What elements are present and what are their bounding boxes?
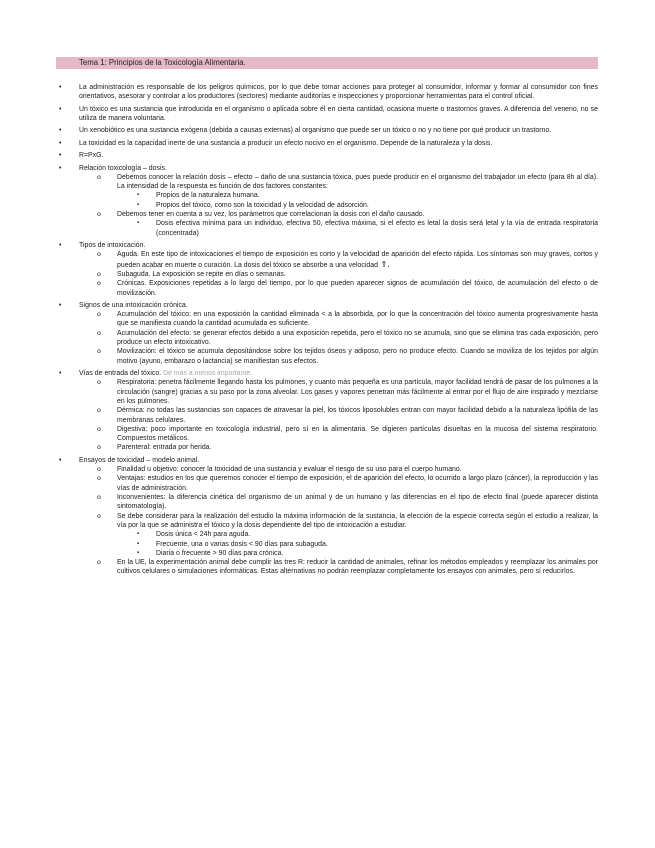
- list-item-text: Subaguda. La exposición se repite en días o semanas.: [117, 270, 286, 278]
- list-item-text: Acumulación del efecto: se generar efectos debido a una exposición repetida, pero el tóxico no se acumula, sino que se elimina tras cada exposición, pero produce un efecto intoxicativo.: [117, 329, 598, 347]
- gray-note: De mas a menos importante.: [161, 370, 253, 378]
- list-item-level-2: [97, 465, 598, 474]
- bullet-marker: o: [97, 250, 101, 259]
- bullet-marker: •: [59, 242, 62, 250]
- list-item-level-3: [137, 549, 598, 558]
- list-item-level-1: [59, 369, 598, 378]
- bullet-marker: o: [97, 269, 101, 278]
- bullet-marker: •: [59, 370, 62, 378]
- page-title: Tema 1: Principios de la Toxicología Alimentaria.: [79, 58, 246, 67]
- bullet-marker: o: [97, 406, 101, 415]
- list-item-text: Se debe considerar para la realización del estudio la máxima información de la sustancia, la elección de la especie correcta según el estudio a realizar, la vía por la que se administra el tóxico y la dosis dependiente del tipo de intoxicación a estudiar.: [117, 512, 598, 529]
- bullet-marker: ▪: [137, 192, 140, 199]
- bullet-marker: ▪: [137, 201, 140, 208]
- bullet-marker: o: [97, 558, 101, 567]
- bullet-marker: •: [59, 105, 62, 113]
- list-item-level-1: [59, 126, 598, 135]
- bullet-marker: o: [97, 279, 101, 288]
- list-item-level-2: [97, 474, 598, 493]
- list-item-level-2: [97, 269, 598, 279]
- list-item-text: Acumulación del tóxico: en una exposición la cantidad eliminada < a la absorbida, por lo que la concentración del tóxico aumenta progresivamente hasta que se manifiesta cuando la cantidad acumulada es suficiente.: [117, 311, 598, 328]
- bullet-marker: o: [97, 328, 101, 337]
- bullet-marker: ▪: [137, 549, 140, 556]
- list-item-text: R=PxG.: [79, 152, 104, 160]
- list-item-text: Debemos conocer la relación dosis – efecto – daño de una sustancia tóxica, pues puede producir en el organismo del trabajador un efecto (para 8h al día). La intensidad de la respuesta es función de dos factores constantes:: [117, 173, 598, 191]
- list-item-text: Propios de la naturaleza humana.: [156, 192, 260, 200]
- list-item-level-1: [59, 456, 598, 465]
- list-item-text: Ensayos de toxicidad – modelo animal.: [79, 456, 200, 464]
- bullet-marker: •: [59, 127, 62, 135]
- bullet-marker: •: [59, 164, 62, 172]
- list-item-text: Aguda. En este tipo de intoxicaciones el tiempo de exposición es corto y la velocidad de aparición del efecto rápida. Los síntomas son muy graves, cortos y pueden acabar en muerte o curación. La dosis del tóxico se absorbe a una velocidad: [117, 251, 598, 269]
- bullet-marker: o: [97, 424, 101, 433]
- list-item-level-3: [137, 530, 598, 539]
- list-item-level-1: [59, 139, 598, 148]
- list-item-level-2: [97, 328, 598, 348]
- list-item-text: Debemos tener en cuenta a su vez, los parámetros que correlacionan la dosis con el daño causado.: [117, 211, 425, 219]
- bullet-marker: ▪: [137, 540, 140, 547]
- list-item-level-2: [97, 493, 598, 512]
- bullet-marker: o: [97, 493, 101, 502]
- list-item-text: Tipos de intoxicación.: [79, 242, 146, 250]
- list-item-level-3: [137, 540, 598, 549]
- bullet-marker: •: [59, 139, 62, 147]
- list-item-level-2: [97, 310, 598, 329]
- list-item-level-2: [97, 424, 598, 444]
- list-item-text: Respiratoria: penetra fácilmente llegando hasta los pulmones, y cuanto más pequeña es una partícula, mayor facilidad tendrá de pasar de los pulmones a la circulación (sangre) gracias a su paso por la zona alveolar. Los gases y vapores penetran más fácilmente al entrar por el flujo de aire inspirado y mezclarse en los pulmones.: [117, 379, 598, 405]
- bullet-marker: o: [97, 465, 101, 474]
- bullet-marker: o: [97, 443, 101, 452]
- list-item-text: La toxicidad es la capacidad inerte de una sustancia a producir un efecto nocivo en el organismo. Depende de la naturaleza y la dosis.: [79, 139, 493, 147]
- list-item-level-2: [97, 378, 598, 406]
- list-item-level-1: [59, 105, 598, 124]
- bullet-marker: •: [59, 301, 62, 309]
- list-item-level-2: [97, 250, 598, 270]
- list-item-text: Propios del tóxico, como son la toxicidad y la velocidad de adsorción.: [156, 201, 369, 209]
- list-item-level-3: [137, 219, 598, 238]
- bullet-marker: o: [97, 511, 101, 520]
- list-item-level-1: [59, 301, 598, 310]
- list-item-text: Ventajas: estudios en los que queremos conocer el tiempo de exposición, el de aparición del efecto, lo ocurrido a largo plazo (cáncer), la reproducción y las vías de administración.: [117, 475, 598, 492]
- list-item-level-2: [97, 406, 598, 425]
- list-item-text: Signos de una intoxicación crónica.: [79, 301, 188, 309]
- bullet-marker: •: [59, 152, 62, 160]
- up-arrow-icon: ⇑.: [377, 259, 390, 269]
- list-item-level-2: [97, 443, 598, 452]
- list-item-text: Inconvenientes: la diferencia cinética del organismo de un animal y de un humano y las diferencias en el tipo de efecto final (puede aparecer distinta sintomatología).: [117, 494, 598, 511]
- bullet-marker: o: [97, 347, 101, 356]
- list-item-level-1: [59, 241, 598, 250]
- list-item-level-3: [137, 191, 598, 200]
- list-item-text: Movilización: el tóxico se acumula depositándose sobre los tejidos óseos y adiposo, pero no produce efecto. Cuando se moviliza de los tejidos por algún motivo (ayuno, embarazo o lactancia) se manifiestan sus efectos.: [117, 348, 598, 365]
- bullet-marker: ▪: [137, 531, 140, 538]
- list-item-text: Crónicas. Exposiciones repetidas a lo largo del tiempo, por lo que pueden aparecer signos de acumulación del tóxico, de acumulación del efecto o de movilización.: [117, 280, 598, 297]
- list-item-text: Dosis efectiva mínima para un individuo, efectiva 50, efectiva máxima, si el efecto es letal la dosis será letal y la vía de entrada respiratoria (concentrada): [156, 220, 598, 237]
- bullet-marker: •: [59, 456, 62, 464]
- list-item-text: Relación toxicología – dosis.: [79, 164, 167, 172]
- bullet-marker: o: [97, 378, 101, 387]
- list-item-level-2: [97, 172, 598, 192]
- list-item-text: En la UE, la experimentación animal debe cumplir las tres R: reducir la cantidad de animales, refinar los métodos empleados y reemplazar los animales por cultivos celulares o simulaciones informáticas. Estas alternativas no podrán reemplazar completamente los ensayos con animales, pero sí reducirlos.: [117, 559, 598, 576]
- list-item-level-2: [97, 279, 598, 298]
- bullet-marker: o: [97, 310, 101, 319]
- bullet-marker: ▪: [137, 220, 140, 227]
- bullet-marker: o: [97, 474, 101, 483]
- list-item-text: Finalidad u objetivo: conocer la toxicidad de una sustancia y evaluar el riesgo de su uso para el cuerpo humano.: [117, 466, 462, 474]
- list-item-level-2: [97, 558, 598, 577]
- list-item-text: Digestiva: poco importante en toxicología industrial, pero sí en la alimentaria. Se digieren partículas disueltas en la mucosa del sistema respiratorio. Compuestos metálicos.: [117, 425, 598, 443]
- list-item-text: Vías de entrada del tóxico.: [79, 370, 162, 378]
- list-item-text: Un xenobiótico es una sustancia exógena (debida a causas externas) al organismo que puede ser un tóxico o no y no tiene por qué producir un trastorno.: [79, 127, 552, 135]
- list-item-level-1: [59, 151, 598, 160]
- bullet-marker: o: [97, 210, 101, 219]
- list-item-level-1: [59, 83, 598, 102]
- list-item-text: Dosis única < 24h para aguda.: [156, 531, 251, 539]
- list-item-level-2: [97, 347, 598, 366]
- list-item-text: Un tóxico es una sustancia que introducida en el organismo o aplicada sobre él en cierta cantidad, ocasiona muerte o trastornos graves. A diferencia del veneno, no se utiliza de manera voluntaria.: [79, 105, 598, 122]
- list-item-level-2: [97, 210, 598, 219]
- list-item-level-1: [59, 164, 598, 173]
- bullet-marker: o: [97, 172, 101, 181]
- bullet-marker: •: [59, 84, 62, 91]
- list-item-level-3: [137, 201, 598, 210]
- list-item-text: La administración es responsable de los peligros químicos, por lo que debe tomar acciones para proteger al consumidor, informar y formar al consumidor con fines orientativos, asesorar y controlar a los productores (sectores) mediante auditorías e inspecciones y proporcionar herramientas para el control oficial.: [79, 84, 598, 101]
- list-item-text: Dérmica: no todas las sustancias son capaces de atravesar la piel, los tóxicos liposolubles entran con mayor facilidad debido a la naturaleza lipófila de las membranas celulares.: [117, 407, 598, 424]
- document-body: [0, 83, 655, 577]
- list-item-text: Parenteral: entrada por herida.: [117, 444, 212, 452]
- list-item-text: Diaria o frecuente > 90 días para crónica.: [156, 549, 284, 557]
- list-item-text: Frecuente, una o varias dosis < 90 días para subaguda.: [156, 540, 328, 548]
- list-item-level-2: [97, 511, 598, 531]
